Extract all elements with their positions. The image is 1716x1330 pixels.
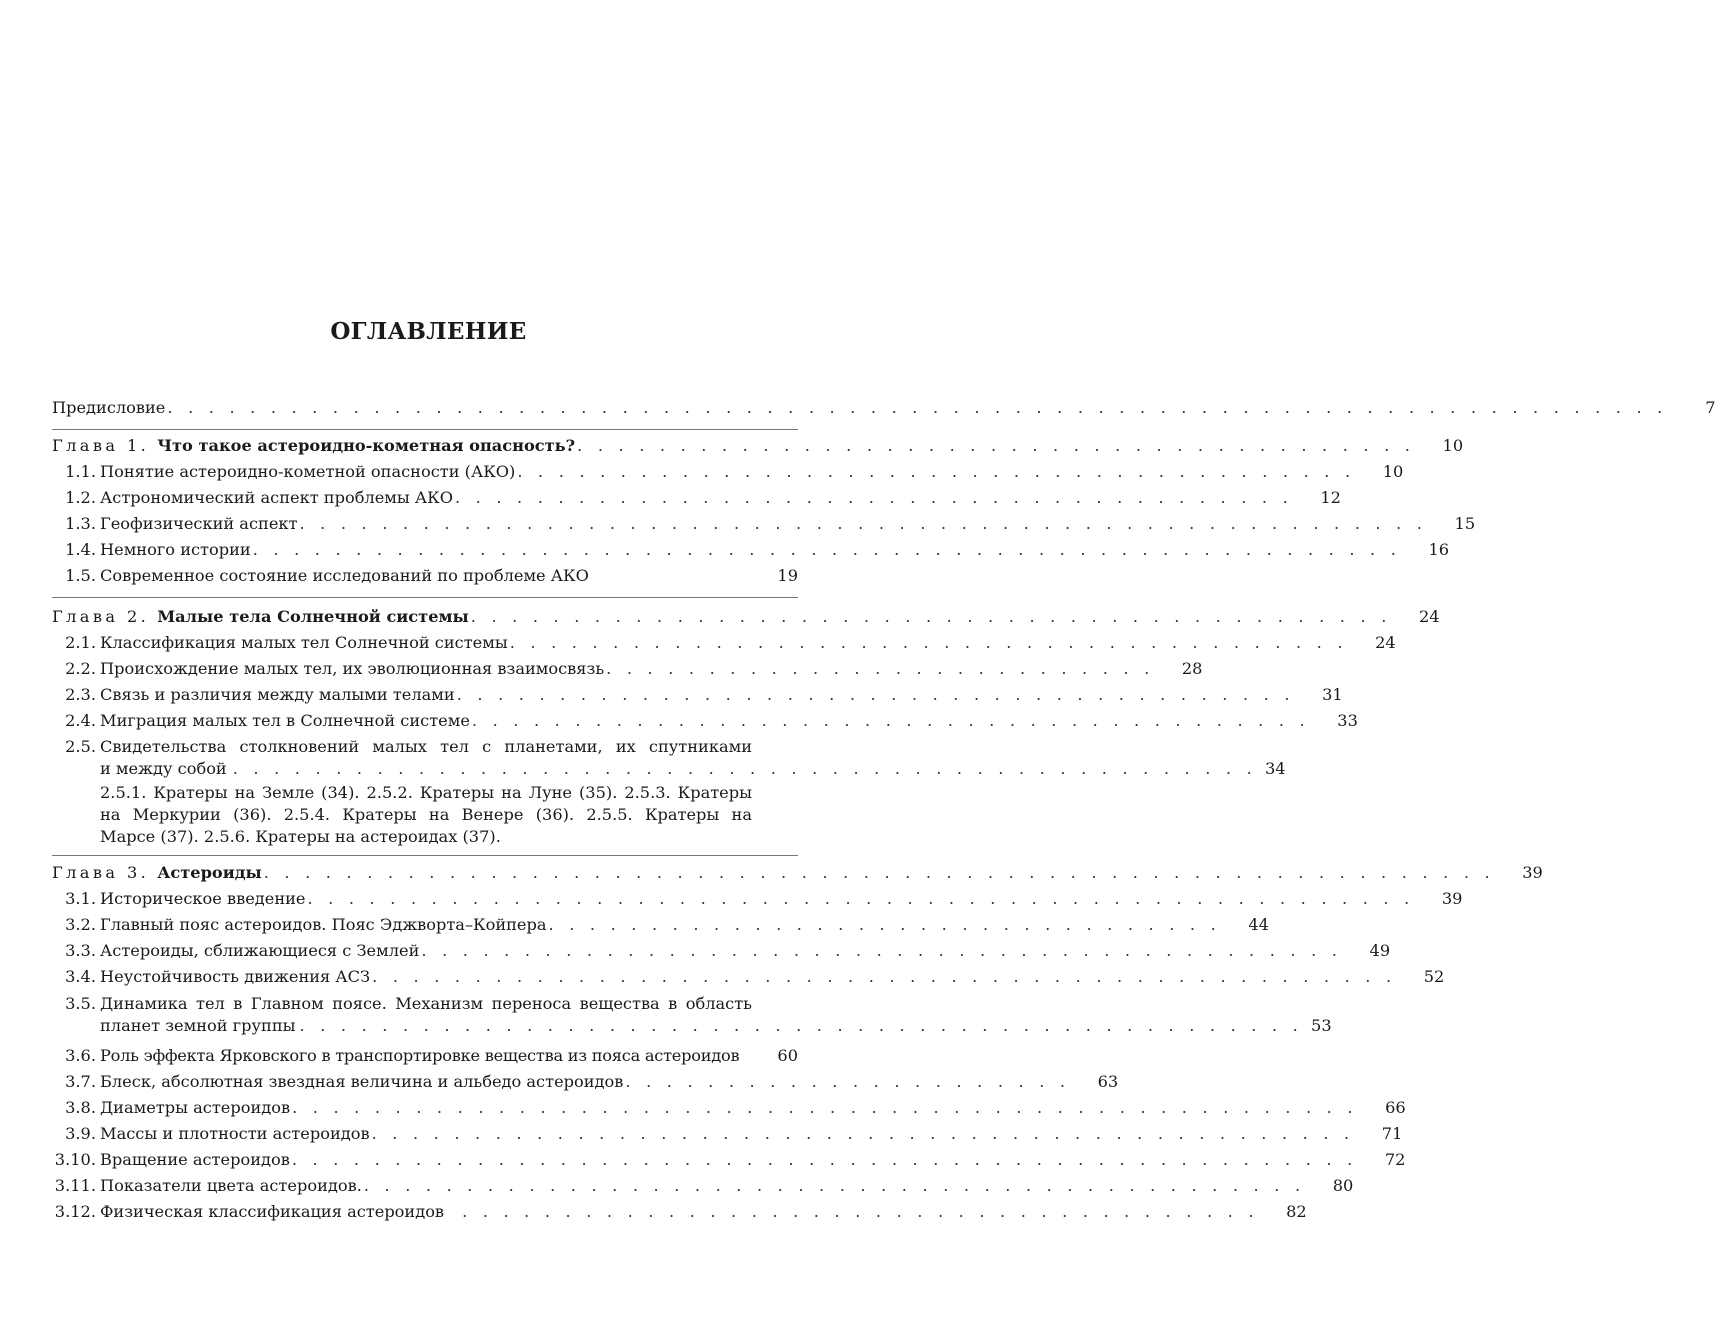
toc-num: 3.7.	[65, 1072, 96, 1091]
toc-label: Неустойчивость движения АСЗ	[100, 967, 371, 986]
toc-label: Главный пояс астероидов. Пояс Эджворта–Койпера	[100, 915, 547, 934]
leader-dots: . . . . . . . . . . . . . . . . . . . . . . . . . . . . . . . . . . . . . . . . .	[454, 488, 1293, 507]
toc-entry[interactable]	[52, 1045, 798, 1069]
toc-num: 2.5.	[65, 737, 96, 756]
subsection-line: Марсе (37). 2.5.6. Кратеры на астероидах (37).	[100, 827, 501, 846]
leader-dots: . . . . . . . . . . . . . . . . . . . . . . . . . . . . . . . . . . . . . . . . . . . . . . . . . .	[372, 967, 1397, 986]
toc-num: 3.3.	[65, 941, 96, 960]
toc-page: 24	[1375, 633, 1396, 652]
toc-page: 10	[1382, 462, 1404, 481]
toc-label: Миграция малых тел в Солнечной системе	[100, 711, 470, 730]
toc-entry-multiline[interactable]	[52, 993, 1332, 1041]
toc-page: 66	[1385, 1098, 1406, 1117]
toc-entry[interactable]	[52, 1149, 1406, 1173]
toc-num: 3.2.	[65, 915, 96, 934]
leader-dots: . . . . . . . . . . . . . . . . . . . . . .	[625, 1072, 1071, 1091]
toc-page: 80	[1332, 1176, 1354, 1195]
toc-page: 15	[1454, 514, 1476, 533]
toc-entry[interactable]	[52, 940, 1391, 964]
toc-num: 3.10.	[54, 1150, 96, 1169]
toc-label-line: планет земной группы	[100, 1016, 296, 1035]
toc-entry[interactable]	[52, 1201, 1307, 1225]
leader-dots: . . . . . . . . . . . . . . . . . . . . . . . . . . . . . . . . . . . . . . . . . . . . . . . . . . . .	[292, 1098, 1358, 1117]
toc-label: Массы и плотности астероидов	[100, 1124, 370, 1143]
toc-num: 1.4.	[65, 540, 96, 559]
toc-num: 1.2.	[65, 488, 96, 507]
toc-page: 72	[1384, 1150, 1406, 1169]
leader-dots: . . . . . . . . . . . . . . . . . . . . . . . . . . .	[606, 659, 1155, 678]
leader-dots: . . . . . . . . . . . . . . . . . . . . . . . . . . . . . . . . . . . . . . . . .	[577, 436, 1416, 455]
subsection-line: 2.5.1. Кратеры на Земле (34). 2.5.2. Кратеры на Луне (35). 2.5.3. Кратеры	[100, 783, 752, 802]
toc-label: Понятие астероидно-кометной опасности (АКО)	[100, 462, 516, 481]
toc-label: Показатели цвета астероидов.	[100, 1176, 362, 1195]
chapter-title: Астероиды	[157, 863, 262, 882]
toc-page: 52	[1423, 967, 1445, 986]
toc-label: Геофизический аспект	[100, 514, 298, 533]
chapter-title: Малые тела Солнечной системы	[157, 607, 469, 626]
toc-entry[interactable]	[52, 966, 1445, 990]
toc-entry[interactable]	[52, 1123, 1403, 1147]
toc-label: Немного истории	[100, 540, 251, 559]
chapter-prefix: Глава 3.	[52, 863, 150, 882]
toc-label: Роль эффекта Ярковского в транспортировке вещества из пояса астероидов	[100, 1046, 740, 1065]
toc-page: 39	[1522, 863, 1543, 882]
toc-num: 3.8.	[65, 1098, 96, 1117]
subsection-line: на Меркурии (36). 2.5.4. Кратеры на Венере (36). 2.5.5. Кратеры на	[100, 805, 752, 824]
toc-entry[interactable]	[52, 1071, 1119, 1095]
separator	[52, 597, 798, 598]
leader-dots: . . . . . . . . . . . . . . . . . . . . . . . . . . . . . . . . . . . . . . . . . . . . .	[470, 607, 1392, 626]
toc-label: Вращение астероидов	[100, 1150, 290, 1169]
separator	[52, 855, 798, 856]
leader-dots: . . . . . . . . . . . . . . . . . . . . . . . . . . . . . . . . . . . . . . . . . . . . . . . . . .	[232, 759, 1257, 778]
leader-dots: . . . . . . . . . . . . . . . . . . . . . . . . . . . . . . . . . . . . . . . . .	[517, 462, 1356, 481]
toc-num: 2.1.	[65, 633, 96, 652]
chapter-prefix: Глава 1.	[52, 436, 150, 455]
toc-num: 1.3.	[65, 514, 96, 533]
toc-num: 3.11.	[54, 1176, 96, 1195]
toc-num: 3.5.	[65, 994, 96, 1013]
leader-dots: . . . . . . . . . . . . . . . . . . . . . . . . . . . . . . . . .	[548, 915, 1221, 934]
page-title: ОГЛАВЛЕНИЕ	[330, 318, 527, 345]
toc-entry[interactable]	[52, 513, 1476, 537]
leader-dots: . . . . . . . . . . . . . . . . . . . . . . . . . . . . . . . . . . . . . . . . .	[456, 685, 1295, 704]
toc-num: 2.3.	[65, 685, 96, 704]
toc-label: Физическая классификация астероидов	[100, 1202, 445, 1221]
toc-entry[interactable]	[52, 914, 1269, 938]
toc-label: Классификация малых тел Солнечной системы	[100, 633, 508, 652]
toc-num: 3.1.	[65, 889, 96, 908]
toc-page: 34	[1264, 759, 1286, 778]
toc-label: Предисловие	[52, 398, 166, 417]
toc-page: 39	[1441, 889, 1463, 908]
toc-page: 49	[1369, 941, 1391, 960]
leader-dots: . . . . . . . . . . . . . . . . . . . . . . . . . . . . . . . . . . . . . . . . . . . . . . . . . . . .	[291, 1150, 1358, 1169]
toc-num: 3.6.	[65, 1046, 96, 1065]
toc-page: 19	[777, 566, 798, 585]
toc-chapter-1[interactable]	[52, 435, 1464, 459]
toc-num: 3.9.	[65, 1124, 96, 1143]
toc-entry[interactable]	[52, 888, 1463, 912]
leader-dots: . . . . . . . . . . . . . . . . . . . . . . . . . . . . . . . . . . . . . . . . . . . . . . . . . . . . . .	[307, 889, 1415, 908]
toc-page: 31	[1322, 685, 1343, 704]
toc-page: 71	[1381, 1124, 1403, 1143]
toc-entry[interactable]	[52, 632, 1396, 656]
toc-label-line: Динамика тел в Главном поясе. Механизм переноса вещества в область	[100, 994, 752, 1013]
toc-page: 60	[777, 1046, 798, 1065]
toc-label: Блеск, абсолютная звездная величина и альбедо астероидов	[100, 1072, 624, 1091]
leader-dots: . . . . . . . . . . . . . . . . . . . . . . . . . . . . . . . . . . . . . . . . . . . . . . . .	[371, 1124, 1355, 1143]
toc-page: 28	[1181, 659, 1203, 678]
chapter-prefix: Глава 2.	[52, 607, 150, 626]
toc-entry[interactable]	[52, 565, 798, 589]
toc-entry[interactable]	[52, 487, 1341, 511]
toc-page: 44	[1248, 915, 1269, 934]
toc-entry[interactable]	[52, 658, 1203, 682]
leader-dots: . . . . . . . . . . . . . . . . . . . . . . . . . . . . . . . . . . . . . . . . . . . . .	[421, 941, 1343, 960]
toc-num: 2.4.	[65, 711, 96, 730]
toc-num: 2.2.	[65, 659, 96, 678]
toc-entry-multiline[interactable]	[52, 736, 1286, 784]
leader-dots: . . . . . . . . . . . . . . . . . . . . . . . . . . . . . . . . . . . . . . . . .	[471, 711, 1310, 730]
toc-chapter-3[interactable]	[52, 862, 1543, 886]
toc-page: 53	[1311, 1016, 1332, 1035]
chapter-title: Что такое астероидно-кометная опасность?	[157, 436, 576, 455]
toc-entry[interactable]	[52, 539, 1450, 563]
toc-entry[interactable]	[52, 710, 1358, 734]
toc-label: Историческое введение	[100, 889, 306, 908]
toc-page: 82	[1286, 1202, 1307, 1221]
toc-entry-preface[interactable]	[52, 397, 1716, 421]
toc-page: 16	[1428, 540, 1450, 559]
toc-entry[interactable]	[52, 461, 1404, 485]
toc-page: 24	[1418, 607, 1440, 626]
toc-page: 63	[1097, 1072, 1119, 1091]
leader-dots: . . . . . . . . . . . . . . . . . . . . . . . . . . . . . . . . . . . . . . . . . . . . . . . . . . . . . . .	[299, 514, 1428, 533]
leader-dots: . . . . . . . . . . . . . . . . . . . . . . . . . . . . . . . . . . . . . . . . . . . . . . . . .	[299, 1016, 1304, 1035]
toc-entry[interactable]	[52, 1097, 1406, 1121]
toc-entry[interactable]	[52, 1175, 1354, 1199]
toc-label: Диаметры астероидов	[100, 1098, 291, 1117]
leader-dots: . . . . . . . . . . . . . . . . . . . . . . . . . . . . . . . . . . . . . . . . .	[509, 633, 1348, 652]
toc-label: Связь и различия между малыми телами	[100, 685, 455, 704]
toc-chapter-2[interactable]	[52, 606, 1440, 630]
leader-dots: . . . . . . . . . . . . . . . . . . . . . . . . . . . . . . . . . . . . . . . . . . . . . . . . . . . . . . . . . . . .	[263, 863, 1495, 882]
toc-label: Происхождение малых тел, их эволюционная взаимосвязь	[100, 659, 605, 678]
toc-label: Астрономический аспект проблемы АКО	[100, 488, 453, 507]
leader-dots: . . . . . . . . . . . . . . . . . . . . . . . . . . . . . . . . . . . . . . . . . . . . . .	[363, 1176, 1306, 1195]
toc-page: 12	[1320, 488, 1341, 507]
toc-label-line: и между собой	[100, 759, 227, 778]
subsection-list	[100, 782, 752, 848]
leader-dots: . . . . . . . . . . . . . . . . . . . . . . . . . . . . . . . . . . . . . . .	[462, 1202, 1259, 1221]
toc-label-line: Свидетельства столкновений малых тел с планетами, их спутниками	[100, 737, 752, 756]
toc-label: Астероиды, сближающиеся с Землей	[100, 941, 420, 960]
toc-page: 10	[1442, 436, 1464, 455]
toc-entry[interactable]	[52, 684, 1343, 708]
separator	[52, 429, 798, 430]
toc-page: 7	[1705, 398, 1716, 417]
toc-label: Современное состояние исследований по проблеме АКО	[100, 566, 589, 585]
toc-num: 3.4.	[65, 967, 96, 986]
leader-dots: . . . . . . . . . . . . . . . . . . . . . . . . . . . . . . . . . . . . . . . . . . . . . . . . . . . . . . . .	[252, 540, 1402, 559]
toc-num: 3.12.	[54, 1202, 96, 1221]
leader-dots: . . . . . . . . . . . . . . . . . . . . . . . . . . . . . . . . . . . . . . . . . . . . . . . . . . . . . . . . . . . . . . . . . . . . . . . . .	[167, 398, 1668, 417]
toc-page: 33	[1337, 711, 1358, 730]
toc-num: 1.1.	[65, 462, 96, 481]
toc-num: 1.5.	[65, 566, 96, 585]
